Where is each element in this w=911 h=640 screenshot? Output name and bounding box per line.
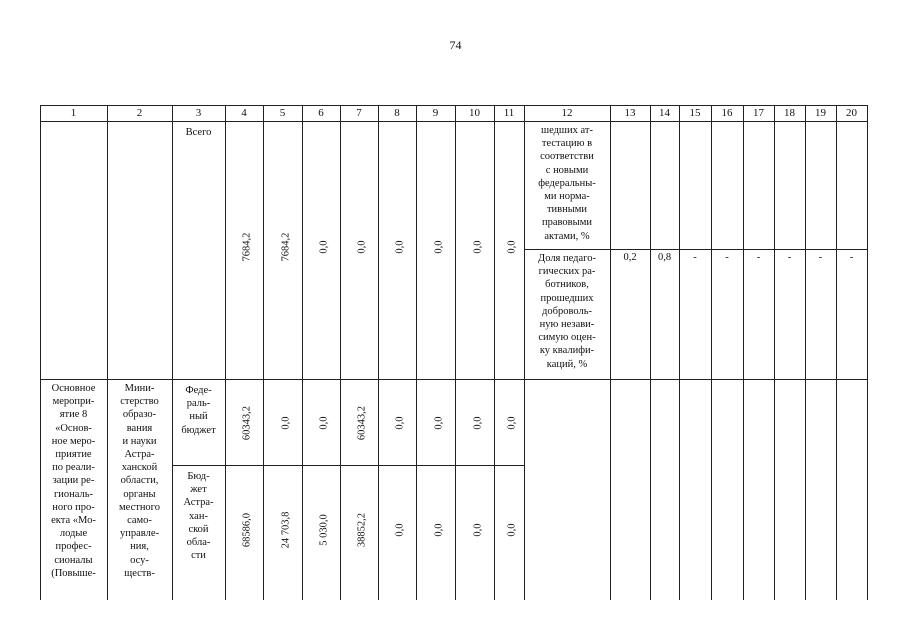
header-col-15: 15 [689,107,701,119]
regional-value-col8: 0,0 [394,523,406,537]
header-col-6: 6 [318,107,324,119]
header-col-12: 12 [561,107,573,119]
federal-value-col5: 0,0 [280,416,291,430]
row1-value-col5: 7684,2 [280,232,291,262]
column-border-17 [774,105,775,600]
header-col-7: 7 [356,107,362,119]
row1-value-col9: 0,0 [433,240,444,254]
row1-value-col10: 0,0 [472,240,483,254]
header-col-2: 2 [136,107,143,119]
column-border-7 [378,105,379,600]
indicator-b-value-col15: - [693,252,697,263]
page-number: 74 [449,38,462,52]
column-border-6 [340,105,341,600]
column-border-9 [455,105,456,600]
column-border-8 [416,105,417,600]
regional-budget-label: Бюд- жет Астра- хан- ской обла- сти [183,471,214,562]
indicator-divider [524,249,868,250]
indicator-b-value-col16: - [725,252,729,263]
federal-value-col8: 0,0 [394,416,406,430]
column-border-5 [302,105,303,600]
regional-value-col10: 0,0 [472,523,483,537]
row2-col1-event: Основное меропри- ятие 8 «Основ- ное меро- приятие по реали- зации ре- гиональ- ного про- екта «Мо- лодые профес- сионалы (Повыше- [51,383,96,579]
column-border-20 [867,105,868,600]
row1-value-col4: 7684,2 [241,232,253,262]
indicator-b-value-col19: - [818,252,823,263]
federal-value-col6: 0,0 [318,416,330,430]
federal-value-col7: 60343,2 [356,405,368,441]
regional-value-col11: 0,0 [506,523,518,537]
header-col-9: 9 [432,107,439,119]
header-col-3: 3 [195,107,202,119]
header-col-13: 13 [624,107,636,119]
federal-value-col4: 60343,2 [241,405,253,441]
indicator-b-value-col13: 0,2 [623,252,637,263]
header-col-17: 17 [753,107,764,119]
header-col-4: 4 [241,107,247,119]
column-border-16 [743,105,744,600]
indicator-attestation: шедших ат- тестацию в соответстви с новыми федеральны- ми норма- тивными правовыми актами, % [538,125,596,242]
regional-value-col9: 0,0 [433,523,444,537]
row1-col3-label: Всего [185,127,212,138]
header-col-19: 19 [815,107,826,119]
row1-value-col6: 0,0 [318,240,330,254]
header-col-8: 8 [394,107,400,119]
header-col-14: 14 [659,107,670,119]
column-border-10 [494,105,495,600]
indicator-b-value-col20: - [849,252,854,263]
header-col-10: 10 [469,107,480,119]
row2-col2-executor: Мини- стерство образо- вания и науки Астра- ханской области, органы местного само- управле- ния, осу- ществ- [119,383,160,579]
regional-value-col7: 38852,2 [356,512,368,548]
column-border-15 [711,105,712,600]
header-col-18: 18 [784,107,795,119]
header-col-5: 5 [279,107,286,119]
column-border-4 [263,105,264,600]
indicator-b-value-col14: 0,8 [657,252,672,263]
row1-value-col11: 0,0 [506,240,518,254]
column-border-14 [679,105,680,600]
column-border-18 [805,105,806,600]
column-border-1 [107,105,108,600]
indicator-independent-assessment: Доля педаго- гических ра- ботников, прошедших доброволь- ную незави- симую оцен- ку квалифи- каций, % [538,253,596,370]
column-border-11 [524,105,525,600]
indicator-b-value-col17: - [756,252,761,263]
federal-value-col11: 0,0 [506,416,518,430]
column-border-12 [610,105,611,600]
column-border-3 [225,105,226,600]
header-col-1: 1 [70,107,77,119]
column-border-19 [836,105,837,600]
column-border-13 [650,105,651,600]
federal-budget-label: Феде- раль- ный бюджет [181,385,216,436]
row1-value-col7: 0,0 [356,240,368,254]
column-border-0 [40,105,41,600]
federal-value-col10: 0,0 [472,416,483,430]
indicator-b-value-col18: - [787,252,792,263]
header-col-16: 16 [721,107,733,119]
header-col-20: 20 [846,107,857,119]
federal-value-col9: 0,0 [433,416,444,430]
regional-value-col5: 24 703,8 [280,511,291,549]
header-col-11: 11 [503,107,515,119]
column-border-2 [172,105,173,600]
regional-value-col4: 68586,0 [241,512,253,548]
row1-value-col8: 0,0 [394,240,406,254]
regional-value-col6: 5 030,0 [318,514,330,546]
